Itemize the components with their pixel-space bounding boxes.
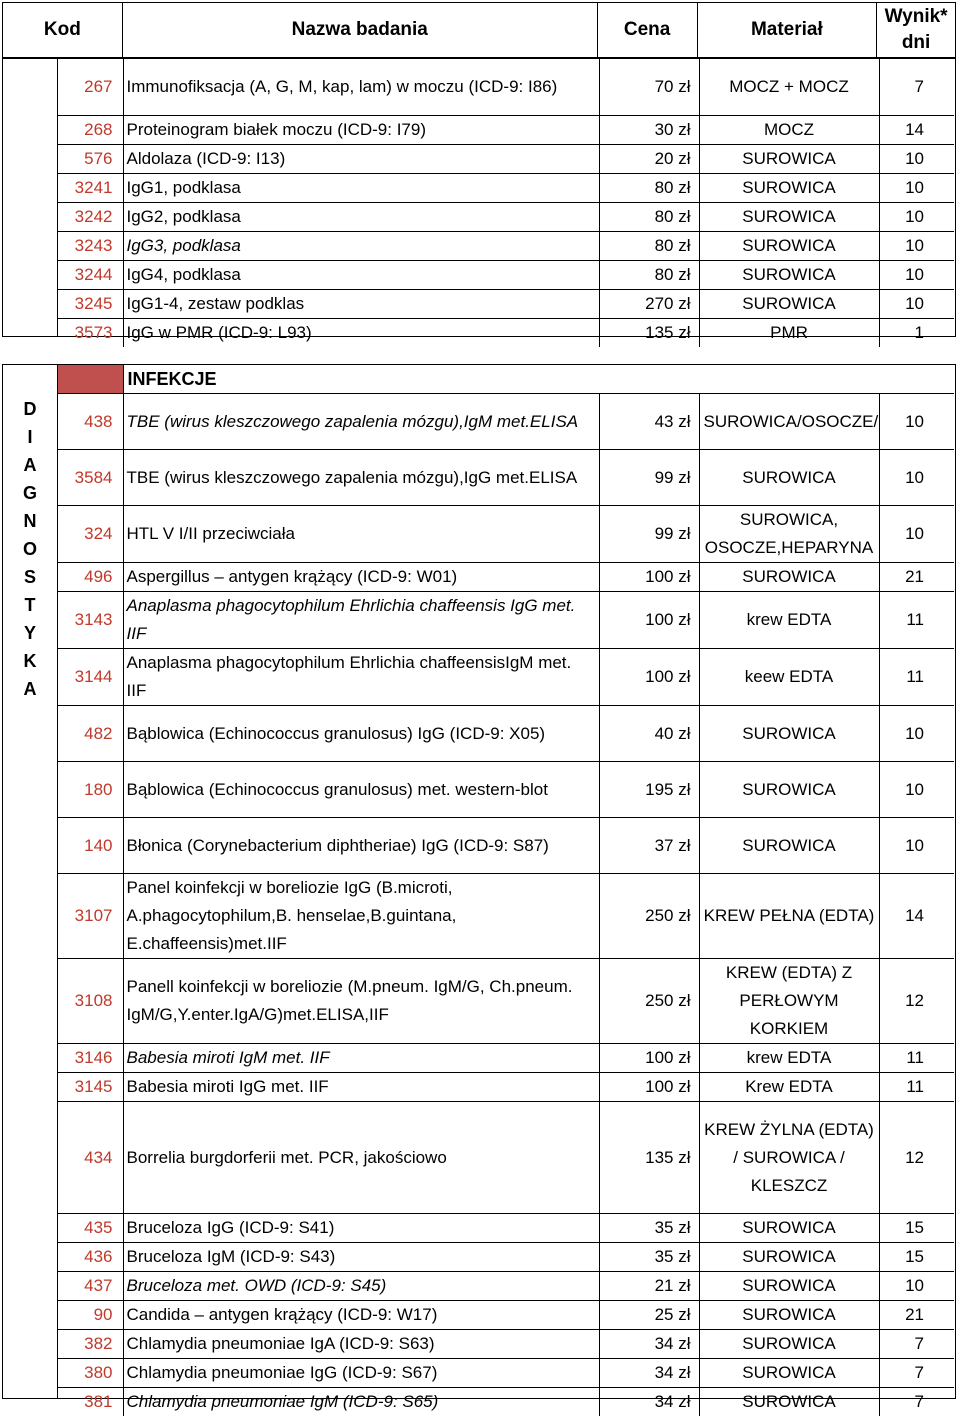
- test-name: Aldolaza (ICD-9: I13): [123, 144, 599, 173]
- test-result-days: 10: [879, 394, 954, 450]
- table-row: [58, 1388, 954, 1416]
- test-price: 35 zł: [599, 1243, 699, 1272]
- table-row: [58, 1102, 954, 1214]
- header-nazwa-badania: Nazwa badania: [123, 3, 598, 57]
- table-row: [58, 1044, 954, 1073]
- test-code: 3242: [58, 202, 123, 231]
- test-material: SUROWICA: [699, 1301, 879, 1330]
- test-code: 324: [58, 506, 123, 563]
- test-result-days: 1: [879, 318, 954, 347]
- table-row: [58, 1073, 954, 1102]
- test-name: IgG4, podklasa: [123, 260, 599, 289]
- table-row: [58, 115, 954, 144]
- test-code: 437: [58, 1272, 123, 1301]
- test-result-days: 10: [879, 202, 954, 231]
- table-row: [58, 1214, 954, 1243]
- test-material: SUROWICA/OSOCZE/: [699, 394, 879, 450]
- test-name: Proteinogram białek moczu (ICD-9: I79): [123, 115, 599, 144]
- table-row: [58, 260, 954, 289]
- table-row: [58, 202, 954, 231]
- test-name: Babesia miroti IgM met. IIF: [123, 1044, 599, 1073]
- test-result-days: 10: [879, 762, 954, 818]
- test-name: Candida – antygen krążący (ICD-9: W17): [123, 1301, 599, 1330]
- table-row: [58, 649, 954, 706]
- side-letter: T: [24, 591, 35, 619]
- test-name: IgG2, podklasa: [123, 202, 599, 231]
- test-name: Chlamydia pneumoniae IgG (ICD-9: S67): [123, 1359, 599, 1388]
- test-material: SUROWICA: [699, 231, 879, 260]
- table-row: [58, 706, 954, 762]
- test-price: 34 zł: [599, 1330, 699, 1359]
- test-code: 3143: [58, 592, 123, 649]
- test-price: 250 zł: [599, 959, 699, 1044]
- table-row: [58, 818, 954, 874]
- test-material: krew EDTA: [699, 1044, 879, 1073]
- side-letter: Y: [24, 619, 36, 647]
- test-name: Bruceloza met. OWD (ICD-9: S45): [123, 1272, 599, 1301]
- table-row: [58, 173, 954, 202]
- test-material: SUROWICA: [699, 260, 879, 289]
- test-result-days: 10: [879, 260, 954, 289]
- test-result-days: 10: [879, 173, 954, 202]
- test-material: SUROWICA: [699, 818, 879, 874]
- side-letter: A: [23, 675, 36, 703]
- test-price: 21 zł: [599, 1272, 699, 1301]
- test-material: SUROWICA: [699, 1243, 879, 1272]
- test-name: IgG w PMR (ICD-9: L93): [123, 318, 599, 347]
- test-code: 3243: [58, 231, 123, 260]
- test-price: 270 zł: [599, 289, 699, 318]
- test-material: SUROWICA: [699, 706, 879, 762]
- diagnostyka-sidebar: [3, 365, 58, 1398]
- test-material: SUROWICA: [699, 450, 879, 506]
- test-name: Panel koinfekcji w boreliozie IgG (B.microti, A.phagocytophilum,B. henselae,B.guintana, E.chaffeensis)met.IIF: [123, 874, 599, 959]
- test-result-days: 12: [879, 1102, 954, 1214]
- test-name: Aspergillus – antygen krążący (ICD-9: W01): [123, 563, 599, 592]
- test-name: IgG1, podklasa: [123, 173, 599, 202]
- test-material: Krew EDTA: [699, 1073, 879, 1102]
- test-name: Immunofiksacja (A, G, M, kap, lam) w moczu (ICD-9: I86): [123, 59, 599, 115]
- test-code: 3584: [58, 450, 123, 506]
- test-code: 381: [58, 1388, 123, 1416]
- category-row: [58, 365, 954, 394]
- test-price: 80 zł: [599, 231, 699, 260]
- test-material: SUROWICA: [699, 1388, 879, 1416]
- test-code: 268: [58, 115, 123, 144]
- test-code: 434: [58, 1102, 123, 1214]
- header-wynik-dni: Wynik* dni: [877, 3, 955, 57]
- header-kod: Kod: [3, 3, 123, 57]
- test-result-days: 21: [879, 563, 954, 592]
- test-price: 99 zł: [599, 506, 699, 563]
- table-row: [58, 289, 954, 318]
- test-result-days: 14: [879, 115, 954, 144]
- test-code: 3146: [58, 1044, 123, 1073]
- table-row: [58, 874, 954, 959]
- section-general: [2, 58, 956, 337]
- table-row: [58, 1301, 954, 1330]
- test-code: 438: [58, 394, 123, 450]
- table-row: [58, 318, 954, 347]
- side-letter: G: [23, 479, 37, 507]
- section-infections-table: [58, 365, 954, 1416]
- test-code: 90: [58, 1301, 123, 1330]
- test-code: 3244: [58, 260, 123, 289]
- test-name: Borrelia burgdorferii met. PCR, jakościowo: [123, 1102, 599, 1214]
- side-letter: A: [23, 451, 36, 479]
- test-result-days: 10: [879, 289, 954, 318]
- test-result-days: 11: [879, 649, 954, 706]
- test-code: 3108: [58, 959, 123, 1044]
- table-row: [58, 450, 954, 506]
- category-color-marker: [58, 365, 123, 394]
- test-price: 20 zł: [599, 144, 699, 173]
- table-row: [58, 144, 954, 173]
- test-material: SUROWICA: [699, 289, 879, 318]
- test-name: Panell koinfekcji w boreliozie (M.pneum. IgM/G, Ch.pneum. IgM/G,Y.enter.IgA/G)met.ELISA,IIF: [123, 959, 599, 1044]
- test-name: Anaplasma phagocytophilum Ehrlichia chaffeensisIgM met. IIF: [123, 649, 599, 706]
- test-name: Babesia miroti IgG met. IIF: [123, 1073, 599, 1102]
- test-name: IgG1-4, zestaw podklas: [123, 289, 599, 318]
- side-letter: S: [24, 563, 36, 591]
- test-price: 80 zł: [599, 173, 699, 202]
- test-material: SUROWICA: [699, 144, 879, 173]
- test-material: SUROWICA: [699, 173, 879, 202]
- test-material: SUROWICA: [699, 1330, 879, 1359]
- test-result-days: 10: [879, 450, 954, 506]
- test-result-days: 7: [879, 1359, 954, 1388]
- side-letter: O: [23, 535, 37, 563]
- table-row: [58, 59, 954, 115]
- test-name: TBE (wirus kleszczowego zapalenia mózgu),IgM met.ELISA: [123, 394, 599, 450]
- test-price: 100 zł: [599, 592, 699, 649]
- test-code: 435: [58, 1214, 123, 1243]
- test-material: keew EDTA: [699, 649, 879, 706]
- test-name: TBE (wirus kleszczowego zapalenia mózgu),IgG met.ELISA: [123, 450, 599, 506]
- test-result-days: 11: [879, 1073, 954, 1102]
- test-price: 70 zł: [599, 59, 699, 115]
- test-material: KREW (EDTA) Z PERŁOWYM KORKIEM: [699, 959, 879, 1044]
- table-header: [2, 2, 956, 58]
- test-price: 135 zł: [599, 1102, 699, 1214]
- table-row: [58, 959, 954, 1044]
- test-result-days: 15: [879, 1214, 954, 1243]
- test-result-days: 10: [879, 1272, 954, 1301]
- test-code: 3241: [58, 173, 123, 202]
- test-price: 100 zł: [599, 1073, 699, 1102]
- section-infections: [2, 364, 956, 1399]
- test-result-days: 10: [879, 231, 954, 260]
- header-cena: Cena: [598, 3, 698, 57]
- test-price: 43 zł: [599, 394, 699, 450]
- side-letter: K: [23, 647, 36, 675]
- test-name: Anaplasma phagocytophilum Ehrlichia chaffeensis IgG met. IIF: [123, 592, 599, 649]
- test-material: krew EDTA: [699, 592, 879, 649]
- test-price: 100 zł: [599, 649, 699, 706]
- test-price: 35 zł: [599, 1214, 699, 1243]
- test-result-days: 10: [879, 144, 954, 173]
- test-price: 80 zł: [599, 202, 699, 231]
- test-material: SUROWICA: [699, 563, 879, 592]
- section-general-table: [58, 59, 954, 347]
- test-price: 34 zł: [599, 1388, 699, 1416]
- test-material: SUROWICA: [699, 762, 879, 818]
- test-name: IgG3, podklasa: [123, 231, 599, 260]
- test-name: HTL V I/II przeciwciała: [123, 506, 599, 563]
- test-code: 180: [58, 762, 123, 818]
- test-result-days: 11: [879, 592, 954, 649]
- test-name: Bruceloza IgM (ICD-9: S43): [123, 1243, 599, 1272]
- table-row: [58, 1359, 954, 1388]
- table-row: [58, 506, 954, 563]
- test-code: 3573: [58, 318, 123, 347]
- test-code: 576: [58, 144, 123, 173]
- test-result-days: 21: [879, 1301, 954, 1330]
- test-result-days: 10: [879, 706, 954, 762]
- test-name: Chlamydia pneumoniae IgA (ICD-9: S63): [123, 1330, 599, 1359]
- table-row: [58, 762, 954, 818]
- table-row: [58, 563, 954, 592]
- test-price: 40 zł: [599, 706, 699, 762]
- side-letter: I: [27, 423, 32, 451]
- test-code: 3107: [58, 874, 123, 959]
- test-result-days: 7: [879, 1330, 954, 1359]
- side-letter: D: [23, 395, 36, 423]
- test-price: 250 zł: [599, 874, 699, 959]
- test-code: 267: [58, 59, 123, 115]
- table-row: [58, 1272, 954, 1301]
- test-code: 380: [58, 1359, 123, 1388]
- test-result-days: 7: [879, 1388, 954, 1416]
- test-material: SUROWICA: [699, 202, 879, 231]
- test-result-days: 7: [879, 59, 954, 115]
- test-code: 496: [58, 563, 123, 592]
- table-row: [58, 231, 954, 260]
- test-material: SUROWICA: [699, 1359, 879, 1388]
- side-letter: N: [23, 507, 36, 535]
- test-material: SUROWICA, OSOCZE,HEPARYNA: [699, 506, 879, 563]
- test-material: KREW ŻYLNA (EDTA) / SUROWICA / KLESZCZ: [699, 1102, 879, 1214]
- test-result-days: 15: [879, 1243, 954, 1272]
- test-result-days: 12: [879, 959, 954, 1044]
- test-price: 30 zł: [599, 115, 699, 144]
- test-code: 3245: [58, 289, 123, 318]
- test-name: Bąblowica (Echinococcus granulosus) IgG (ICD-9: X05): [123, 706, 599, 762]
- test-price: 37 zł: [599, 818, 699, 874]
- test-material: SUROWICA: [699, 1272, 879, 1301]
- table-row: [58, 1330, 954, 1359]
- table-row: [58, 592, 954, 649]
- table-row: [58, 1243, 954, 1272]
- test-code: 140: [58, 818, 123, 874]
- test-code: 436: [58, 1243, 123, 1272]
- section-general-sidebar: [3, 59, 58, 336]
- header-material: Materiał: [698, 3, 878, 57]
- test-result-days: 14: [879, 874, 954, 959]
- test-result-days: 11: [879, 1044, 954, 1073]
- test-price: 195 zł: [599, 762, 699, 818]
- test-name: Błonica (Corynebacterium diphtheriae) IgG (ICD-9: S87): [123, 818, 599, 874]
- test-code: 482: [58, 706, 123, 762]
- test-price: 80 zł: [599, 260, 699, 289]
- test-result-days: 10: [879, 506, 954, 563]
- test-material: KREW PEŁNA (EDTA): [699, 874, 879, 959]
- test-material: PMR: [699, 318, 879, 347]
- test-price: 25 zł: [599, 1301, 699, 1330]
- test-code: 382: [58, 1330, 123, 1359]
- table-row: [58, 394, 954, 450]
- test-name: Chlamydia pneumoniae IgM (ICD-9: S65): [123, 1388, 599, 1416]
- test-code: 3145: [58, 1073, 123, 1102]
- test-name: Bruceloza IgG (ICD-9: S41): [123, 1214, 599, 1243]
- test-name: Bąblowica (Echinococcus granulosus) met. western-blot: [123, 762, 599, 818]
- test-material: MOCZ: [699, 115, 879, 144]
- test-price: 100 zł: [599, 1044, 699, 1073]
- test-price: 135 zł: [599, 318, 699, 347]
- test-result-days: 10: [879, 818, 954, 874]
- test-material: SUROWICA: [699, 1214, 879, 1243]
- test-material: MOCZ + MOCZ: [699, 59, 879, 115]
- test-price: 100 zł: [599, 563, 699, 592]
- test-code: 3144: [58, 649, 123, 706]
- test-price: 34 zł: [599, 1359, 699, 1388]
- test-price: 99 zł: [599, 450, 699, 506]
- category-label: INFEKCJE: [123, 365, 954, 394]
